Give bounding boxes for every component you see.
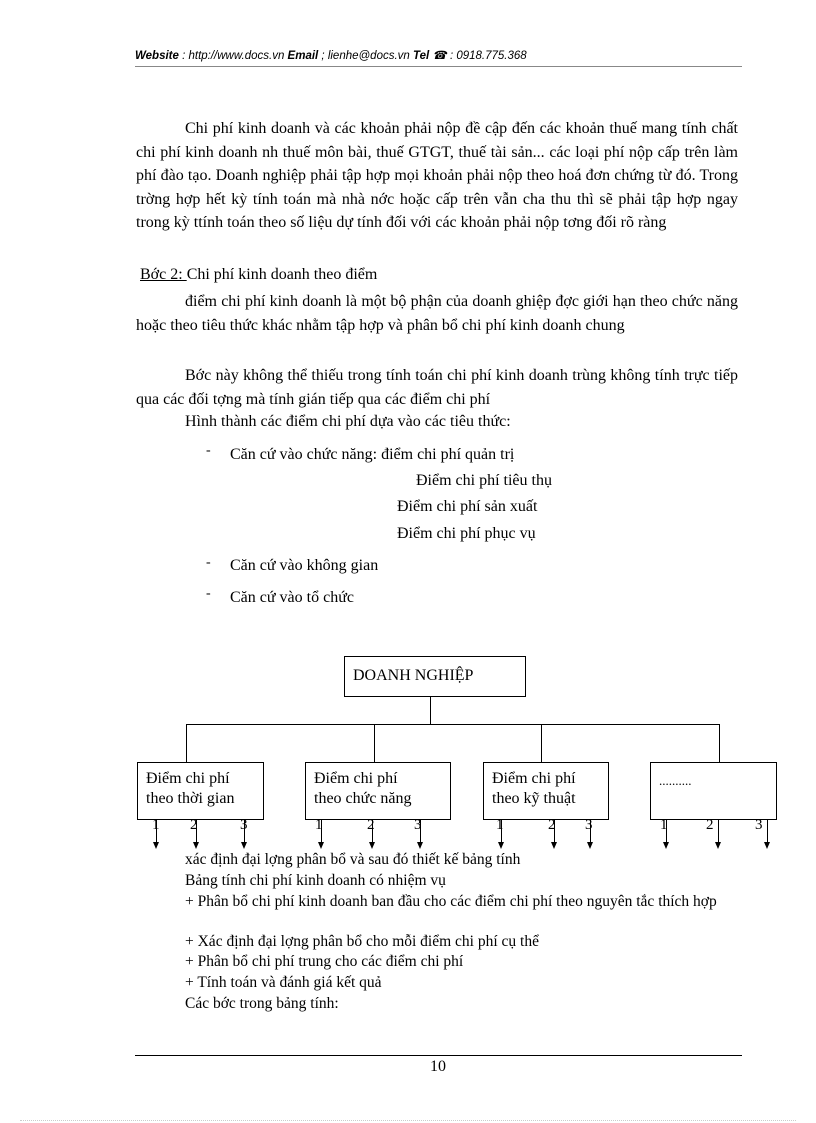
diagram-connector bbox=[541, 724, 542, 762]
arrow-down-icon bbox=[715, 842, 721, 849]
header-divider bbox=[135, 66, 742, 67]
step-2-label: Bớc 2: bbox=[140, 266, 187, 283]
bullet-function-sub-3: Điểm chi phí phục vụ bbox=[397, 525, 536, 542]
arrow-down-icon bbox=[369, 842, 375, 849]
bullet-dash: - bbox=[206, 555, 211, 570]
diagram-box-time bbox=[137, 762, 264, 820]
diagram-box-line: theo chức năng bbox=[314, 790, 412, 807]
diagram-box-line: Điểm chi phí bbox=[314, 770, 398, 787]
diagram-number: 3 bbox=[585, 817, 593, 833]
diagram-box-function bbox=[305, 762, 451, 820]
email-value[interactable]: ; lienhe@docs.vn bbox=[318, 50, 414, 62]
diagram-connector bbox=[186, 724, 719, 725]
arrow-down-icon bbox=[551, 842, 557, 849]
diagram-connector bbox=[719, 724, 720, 762]
diagram-box-line: theo kỹ thuật bbox=[492, 790, 576, 807]
diagram-arrow-line bbox=[196, 820, 197, 842]
diagram-number: 2 bbox=[548, 817, 556, 833]
diagram-arrow-line bbox=[501, 820, 502, 842]
text-duty-4: + Tính toán và đánh giá kết quả bbox=[185, 974, 382, 991]
diagram-number: 3 bbox=[755, 817, 763, 833]
arrow-down-icon bbox=[663, 842, 669, 849]
diagram-number: 1 bbox=[496, 817, 504, 833]
page-number: 10 bbox=[430, 1058, 446, 1075]
text-duty-3: + Phân bổ chi phí trung cho các điểm chi phí bbox=[185, 953, 464, 970]
diagram-arrow-line bbox=[244, 820, 245, 842]
tel-label: Tel bbox=[413, 50, 430, 62]
text-determine-allocation: xác định đại lợng phân bổ và sau đó thiết kế bảng tính bbox=[185, 851, 521, 868]
diagram-connector bbox=[430, 697, 431, 724]
text-duty-1: + Phân bổ chi phí kinh doanh ban đầu cho các điểm chi phí theo nguyên tắc thích hợp bbox=[185, 893, 717, 910]
diagram-arrow-line bbox=[321, 820, 322, 842]
diagram-box-other bbox=[650, 762, 777, 820]
arrow-down-icon bbox=[417, 842, 423, 849]
diagram-number: 1 bbox=[315, 817, 323, 833]
phone-icon: ☎ bbox=[432, 50, 447, 62]
bullet-organization: Căn cứ vào tổ chức bbox=[230, 589, 354, 606]
page-header bbox=[135, 48, 742, 62]
arrow-down-icon bbox=[193, 842, 199, 849]
text-spreadsheet-duty: Bảng tính chi phí kinh doanh có nhiệm vụ bbox=[185, 872, 446, 889]
website-value[interactable]: : http://www.docs.vn bbox=[178, 50, 288, 62]
diagram-box-line: Điểm chi phí bbox=[492, 770, 576, 787]
diagram-arrow-line bbox=[590, 820, 591, 842]
paragraph-criteria: Hình thành các điểm chi phí dựa vào các tiêu thức: bbox=[185, 413, 511, 430]
arrow-down-icon bbox=[587, 842, 593, 849]
diagram-arrow-line bbox=[718, 820, 719, 842]
diagram-arrow-line bbox=[767, 820, 768, 842]
diagram-number: 1 bbox=[152, 817, 160, 833]
tel-value: : 0918.775.368 bbox=[446, 50, 527, 62]
diagram-arrow-line bbox=[156, 820, 157, 842]
text-duty-2: + Xác định đại lợng phân bổ cho mỗi điểm chi phí cụ thể bbox=[185, 933, 539, 950]
step-2-text: Chi phí kinh doanh theo điểm bbox=[186, 266, 378, 283]
email-label: Email bbox=[287, 50, 319, 62]
bullet-space: Căn cứ vào không gian bbox=[230, 557, 379, 574]
bullet-dash: - bbox=[206, 443, 211, 458]
bullet-function: Căn cứ vào chức năng: điểm chi phí quản trị bbox=[230, 446, 515, 463]
arrow-down-icon bbox=[498, 842, 504, 849]
arrow-down-icon bbox=[153, 842, 159, 849]
diagram-number: 2 bbox=[190, 817, 198, 833]
diagram-arrow-line bbox=[420, 820, 421, 842]
diagram-box-technique bbox=[483, 762, 609, 820]
bullet-function-sub-2: Điểm chi phí sản xuất bbox=[397, 498, 538, 515]
bullet-dash: - bbox=[206, 586, 211, 601]
paragraph-step-necessity: Bớc này không thể thiếu trong tính toán chi phí kinh doanh trùng không tính trực tiếp qua các đối tợng mà tính gián tiếp qua các điểm chi phí bbox=[136, 367, 738, 408]
diagram-root-box bbox=[344, 656, 526, 697]
diagram-arrow-line bbox=[372, 820, 373, 842]
diagram-root-label: DOANH NGHIỆP bbox=[353, 667, 474, 684]
bullet-function-sub-1: Điểm chi phí tiêu thụ bbox=[416, 472, 552, 489]
footer-divider bbox=[135, 1055, 742, 1056]
arrow-down-icon bbox=[764, 842, 770, 849]
diagram-arrow-line bbox=[666, 820, 667, 842]
diagram-box-line: theo thời gian bbox=[146, 790, 235, 807]
step-2-heading bbox=[140, 266, 377, 284]
diagram-number: 3 bbox=[240, 817, 248, 833]
diagram-number: 2 bbox=[706, 817, 714, 833]
website-label: Website bbox=[135, 50, 179, 62]
diagram-number: 3 bbox=[414, 817, 422, 833]
diagram-arrow-line bbox=[554, 820, 555, 842]
paragraph-cost-point: điểm chi phí kinh doanh là một bộ phận của doanh ghiệp đợc giới hạn theo chức năng hoặc theo tiêu thức khác nhằm tập hợp và phân bổ chi phí kinh doanh chung bbox=[136, 293, 738, 334]
diagram-box-line: Điểm chi phí bbox=[146, 770, 230, 787]
arrow-down-icon bbox=[241, 842, 247, 849]
arrow-down-icon bbox=[318, 842, 324, 849]
paragraph-costs: Chi phí kinh doanh và các khoản phải nộp đề cập đến các khoản thuế mang tính chất chi phí kinh doanh nh thuế môn bài, thuế GTGT, thuế tài sản... các loại phí nộp cấp trên làm phí đào tạo. Doanh nghiệp phải tập hợp mọi khoản phải nộp theo hoá đơn chứng từ đó. Trong trờng hợp hết kỳ tính toán mà nhà nớc hoặc cấp trên vẫn cha thu thì sẽ phải tập hợp ngay trong kỳ ttính toán theo số liệu dự tính đối với các khoản phải nộp tơng đối rõ ràng bbox=[136, 120, 738, 231]
diagram-number: 1 bbox=[660, 817, 668, 833]
text-steps: Các bớc trong bảng tính: bbox=[185, 995, 339, 1012]
diagram-number: 2 bbox=[367, 817, 375, 833]
diagram-connector bbox=[186, 724, 187, 762]
diagram-box-line: .......... bbox=[659, 773, 692, 788]
diagram-connector bbox=[374, 724, 375, 762]
page-bottom-border bbox=[20, 1120, 796, 1121]
